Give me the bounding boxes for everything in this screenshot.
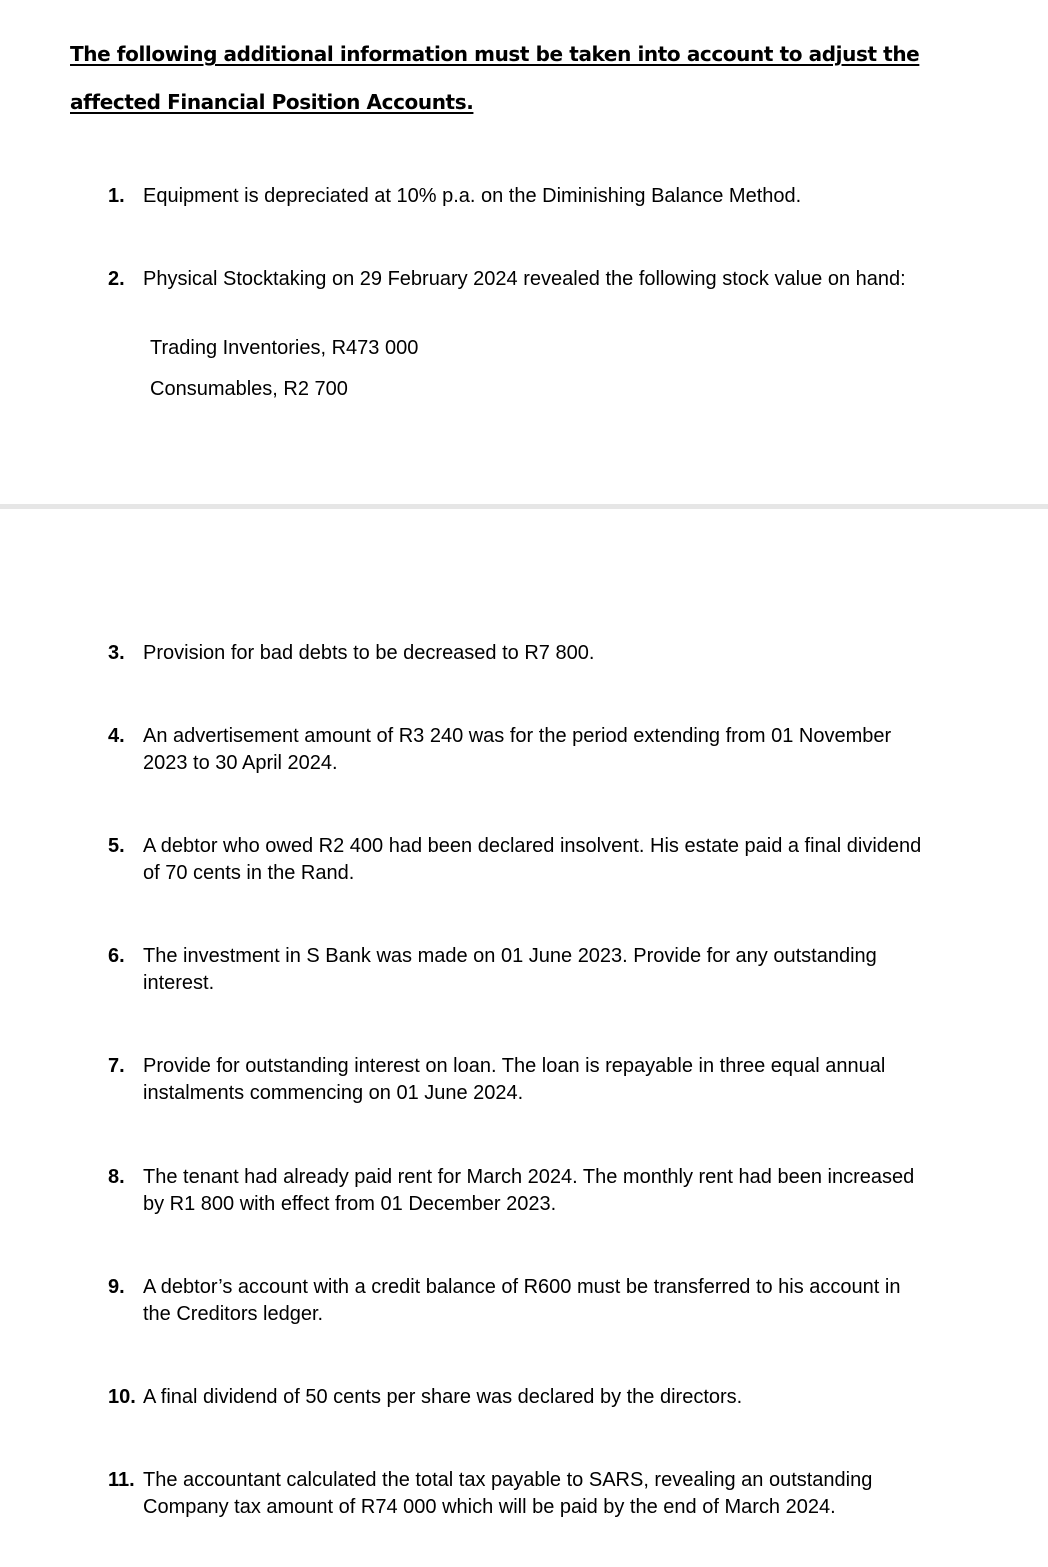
page-divider bbox=[0, 504, 1048, 509]
list-item-10 bbox=[108, 1384, 928, 1411]
item-text: The accountant calculated the total tax payable to SARS, revealing an outstanding Company tax amount of R74 000 which will be paid by the end of March 2024. bbox=[143, 1469, 873, 1518]
item-number: 3. bbox=[108, 642, 125, 664]
item-text: Equipment is depreciated at 10% p.a. on the Diminishing Balance Method. bbox=[143, 185, 802, 207]
list-item-3 bbox=[108, 640, 928, 667]
item-text: A debtor who owed R2 400 had been declared insolvent. His estate paid a final dividend of 70 cents in the Rand. bbox=[143, 835, 922, 884]
item-number: 10. bbox=[108, 1386, 136, 1408]
list-item-2 bbox=[108, 266, 928, 293]
list-item-9 bbox=[108, 1274, 928, 1328]
list-item-4 bbox=[108, 723, 928, 777]
item-text: Physical Stocktaking on 29 February 2024 revealed the following stock value on hand: bbox=[143, 268, 906, 290]
item-text: The tenant had already paid rent for March 2024. The monthly rent had been increased by R1 800 with effect from 01 December 2023. bbox=[143, 1166, 915, 1215]
item-text: A debtor’s account with a credit balance of R600 must be transferred to his account in the Creditors ledger. bbox=[143, 1276, 901, 1325]
heading-line-1: The following additional information must be taken into account to adjust the bbox=[70, 42, 920, 66]
list-item-7 bbox=[108, 1053, 928, 1107]
list-item-8 bbox=[108, 1164, 928, 1218]
item-number: 5. bbox=[108, 835, 125, 857]
heading-line-2: affected Financial Position Accounts. bbox=[70, 90, 474, 114]
item-number: 9. bbox=[108, 1276, 125, 1298]
item-number: 1. bbox=[108, 185, 125, 207]
item-number: 2. bbox=[108, 268, 125, 290]
stock-item-trading-inventories: Trading Inventories, R473 000 bbox=[150, 337, 419, 359]
item-text: The investment in S Bank was made on 01 June 2023. Provide for any outstanding interest. bbox=[143, 945, 877, 994]
list-item-5 bbox=[108, 833, 928, 887]
item-text: A final dividend of 50 cents per share was declared by the directors. bbox=[143, 1386, 743, 1408]
item-number: 8. bbox=[108, 1166, 125, 1188]
item-number: 6. bbox=[108, 945, 125, 967]
list-item-1 bbox=[108, 183, 928, 210]
item-text: An advertisement amount of R3 240 was for the period extending from 01 November 2023 to 30 April 2024. bbox=[143, 725, 892, 774]
list-item-11 bbox=[108, 1467, 928, 1521]
item-text: Provision for bad debts to be decreased to R7 800. bbox=[143, 642, 595, 664]
stock-item-consumables: Consumables, R2 700 bbox=[150, 378, 348, 400]
list-item-6 bbox=[108, 943, 928, 997]
item-number: 11. bbox=[108, 1469, 135, 1491]
item-number: 4. bbox=[108, 725, 125, 747]
item-number: 7. bbox=[108, 1055, 125, 1077]
item-text: Provide for outstanding interest on loan. The loan is repayable in three equal annual instalments commencing on 01 June 2024. bbox=[143, 1055, 886, 1104]
